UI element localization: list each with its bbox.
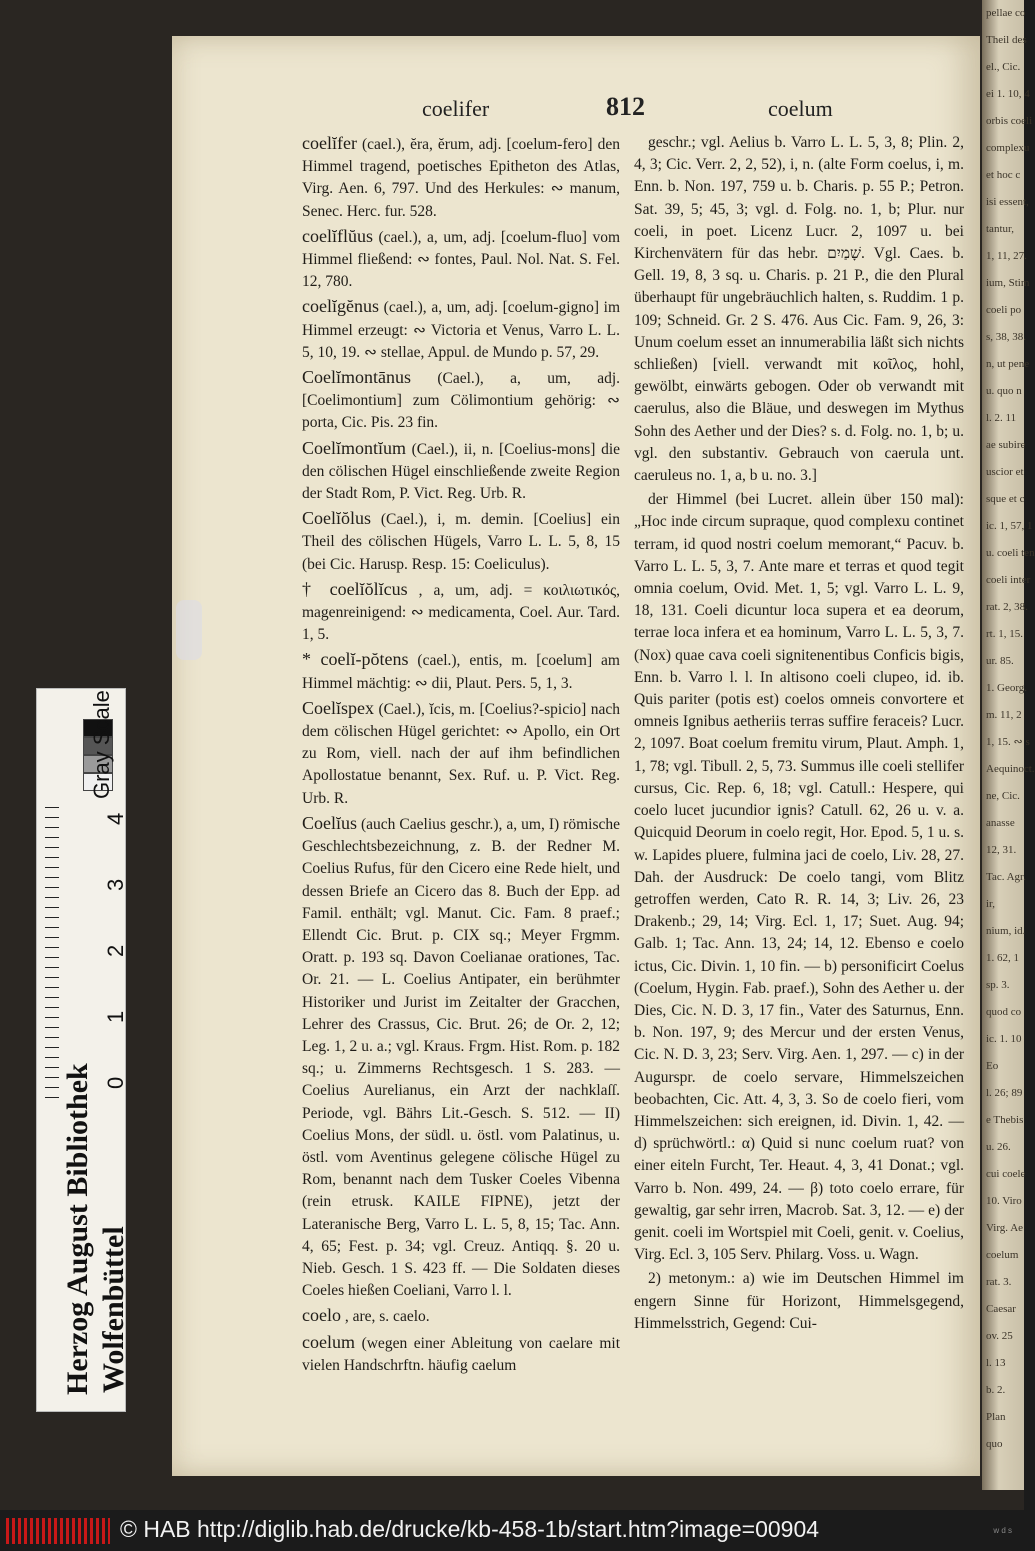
next-page-fragment: et hoc c bbox=[986, 169, 1021, 181]
scale-number: 3 bbox=[103, 878, 128, 891]
next-page-fragment: Tac. Agr. bbox=[986, 871, 1026, 883]
next-page-fragment: b. 2. bbox=[986, 1384, 1006, 1396]
next-page-fragment: l. 2. 11 bbox=[986, 412, 1017, 424]
entry-text: (cael.), a, um, adj. [coelum-fluo] vom Himmel fließend: ∾ fontes, Paul. Nol. Nat. S. Fel. 12, 780. bbox=[302, 228, 621, 291]
entry-headword: * coelĭ-pŏtens bbox=[302, 649, 409, 670]
next-page-fragment: sque et c bbox=[986, 493, 1025, 505]
next-page-fragment: sp. 3. bbox=[986, 979, 1010, 991]
entry-paragraph: 2) metonym.: a) wie im Deutschen Himmel im engern Sinne für Horizont, Himmelsgegend, Himmelsstrich, Gegend: Cui- bbox=[634, 1270, 964, 1332]
next-page-fragment: 10. Viro bbox=[986, 1195, 1022, 1207]
next-page-fragment: Plan bbox=[986, 1411, 1006, 1423]
entry-headword: coelĭflŭus bbox=[302, 225, 373, 246]
footer-mark: w d s bbox=[993, 1526, 1012, 1535]
library-city: Wolfenbüttel bbox=[97, 1226, 130, 1393]
entry-headword: Coelĭspex bbox=[302, 697, 374, 718]
next-page-fragment: ic. 1, 57, 1 bbox=[986, 520, 1033, 532]
next-page-fragment: rt. 1, 15. bbox=[986, 628, 1023, 640]
left-column bbox=[302, 132, 620, 1379]
next-page-fragment: uscior et bbox=[986, 466, 1024, 478]
next-page-fragment: orbis coeli bbox=[986, 115, 1033, 127]
next-page-fragment: 1. 62, 1 bbox=[986, 952, 1019, 964]
next-page-fragment: rat. 3. bbox=[986, 1276, 1012, 1288]
next-page-fragment: u. coeli ten bbox=[986, 547, 1035, 559]
next-page-fragment: m. 11, 2 bbox=[986, 709, 1022, 721]
gray-scale-ruler bbox=[36, 688, 130, 1412]
next-page-fragment: Eo bbox=[986, 1060, 999, 1072]
next-page-fragment: ae subire bbox=[986, 439, 1026, 451]
next-page-fragment: ium, Stim bbox=[986, 277, 1030, 289]
next-page-fragment: tantur, bbox=[986, 223, 1014, 235]
entry-text: (auch Caelius geschr.), a, um, I) römische Geschlechtsbezeichnung, z. B. der Redner M. Coelius Rufus, für den Cicero eine Rede hielt, und dessen Briefe an Cicero das 8. Buch der Epp. ad Famil. enthält; vgl. Manut. Cic. Fam. 8 praef.; Ellendt Cic. Brut. p. CIX sq.; Meyer Frgmm. Oratt. p. 193 sq. Davon Coelianae orationes, Tac. Or. 21. — L. Coelius Antipater, ein berühmter Historiker und Jurist im Zeitalter der Gracchen, Lehrer des Crassus, Cic. Brut. 26; de Or. 2, 12; Leg. 1, 2 u. a.; vgl. Kraus. Frgm. Hist. Rom. p. 182 sq.; u. Zimmerns Rechtsgesch. 1 S. 283. — Coelius Aurelianus, ein Arzt der nachklaſſ. Periode, vgl. Bährs Lit.-Gesch. S. 512. — II) Coelius Mons, der südl. u. östl. vom Palatinus, u. östl. vom Aventinus gelegene cölische Hügel zu Rom, benannt nach dem Tusker Coeles Vibenna (rein etrusk. KAILE FIPNE), jetzt der Lateranische Berg, Varro L. L. 5, 8, 15; Tac. Ann. 4, 65; Fest. p. 34; vgl. Creuz. Antiqq. §. 20 u. Nieb. Gesch. 1 S. 423 ff. — Die Soldaten dieses Coeles hießen Coeliani, Varro l. l. bbox=[302, 815, 620, 1300]
scale-number: 0 bbox=[103, 1076, 128, 1089]
dictionary-entry bbox=[302, 295, 620, 364]
next-page-fragment: n, ut pene bbox=[986, 358, 1030, 370]
page-clip bbox=[176, 600, 202, 660]
entry-text: (cael.), a, um, adj. [coelum-gigno] im Himmel erzeugt: ∾ Victoria et Venus, Varro L. L. 5, 10, 19. ∾ stellae, Appul. de Mundo p. 57, 29. bbox=[302, 299, 621, 361]
next-page-fragment: 1, 15. ∾ s bbox=[986, 736, 1030, 748]
entry-text: (Cael.), ĭcis, m. [Coelius?-spicio] nach dem cölischen Hügel gerichtet: ∾ Apollo, ein Ort zu Rom, viell. nach der auf ihm befindlichen Apollostatue benannt, Sex. Ruf. u. P. Vict. Reg. Urb. R. bbox=[302, 700, 620, 807]
entry-text: , a, um, adj. = κοιλιωτικός, magenreinigend: ∾ medicamenta, Coel. Aur. Tard. 1, 5. bbox=[302, 581, 621, 644]
footer-bar bbox=[0, 1510, 1024, 1551]
next-page-fragment: coeli po bbox=[986, 304, 1022, 316]
ruler-ticks bbox=[45, 807, 59, 1107]
entry-headword: coelĭfer bbox=[302, 133, 357, 153]
next-page-fragment: l. 13 bbox=[986, 1357, 1006, 1369]
entry-headword: coelo bbox=[302, 1305, 341, 1326]
next-page-fragment: e Thebis bbox=[986, 1114, 1024, 1126]
entry-paragraph: der Himmel (bei Lucret. allein über 150 mal): „Hoc inde circum supraque, quod complexu continet terram, id quod nostri coelum memorant,“ Pacuv. b. Varro L. L. 5, 3, 7. Ante mare et terras et quod tegit omnia coelum, Ovid. Met. 1, 5; vgl. Varro L. L. 9, 18, 131. Coeli dicuntur loca supera et ea deorum, terrae loca infera et ea hominum, Varro L. L. 5, 3, 7. (Nox) quae cava coeli signitenentibus Conficis bigis, Enn. b. Varro l. l. In altisono coeli clupeo, id. ib. Quis pariter (potis est) coelos omneis convortere et omneis Ignibus aetheriis terras suffire feraceis? Lucr. 2, 1097. Boat coelum fremitu virum, Plaut. Amph. 1, 1, 78; vgl. Tibull. 2, 5, 73. Summus ille coeli stellifer cursus, Cic. Rep. 6, 18; vgl. Catull.: Hespere, qui coelo lucet jucundior ignis? Catull. 62, 26 u. v. a. Quicquid Deorum in coelo regit, Hor. Epod. 5, 1 u. s. w. Lapides pluere, fulmina jaci de coelo, Liv. 28, 27. Dah. der Ausdruck: De coelo tangi, vom Blitz getroffen werden, Cato R. R. 14, 3; Liv. 26, 23 Drakenb.; 29, 14; Virg. Ecl. 1, 17; Suet. Aug. 94; Galb. 1; Tac. Ann. 13, 24; 14, 12. Ebenso e coelo ictus, Cic. Divin. 1, 10 fin. — b) personificirt Coelus (Coelum, Hygin. Fab. praef.), Sohn des Aether u. der Dies, Cic. N. D. 3, 17 fin., Vater des Saturnus, Enn. b. Non. 197, 9; des Mercur und der ersten Venus, Cic. N. D. 3, 23; Serv. Virg. Aen. 1, 297. — c) in der Augurspr. de coelo servare, Himmelszeichen beobachten, Cic. Att. 4, 3, 3. So de coelo fieri, vom Himmelszeichen: sich ereignen, id. Divin. 1, 42. — d) sprüchwörtl.: α) Quid si nunc coelum ruat? von einer eiteln Furcht, Ter. Heaut. 4, 3, 41 Donat.; vgl. Varro b. Non. 499, 24. — β) toto coelo errare, für gewaltig, gar sehr irren, Macrob. Sat. 3, 12. — e) der genit. coeli im Wortspiel mit Coeli, genit. v. Coelius, Virg. Ecl. 3, 105 Serv. Philarg. Voss. u. Wagn. bbox=[634, 491, 964, 1264]
next-page-fragment: cui coele bbox=[986, 1168, 1026, 1180]
dictionary-entry bbox=[302, 437, 620, 506]
hab-logo-icon bbox=[6, 1518, 110, 1544]
entry-text: (Cael.), ii, n. [Coelius-mons] die den cölischen Hügel einschließende zweite Region der Stadt Rom, P. Vict. Reg. Urb. R. bbox=[302, 440, 620, 503]
next-page-fragment: 1. Georg. bbox=[986, 682, 1028, 694]
dictionary-entry bbox=[302, 1331, 620, 1377]
entry-paragraph: geschr.; vgl. Aelius b. Varro L. L. 5, 3, 8; Plin. 2, 4, 3; Cic. Verr. 2, 2, 52), i, n. (alte Form coelus, i, m. Enn. b. Non. 197, 759 u. b. Charis. p. 55 P.; Petron. Sat. 39, 5; 45, 3; vgl. d. Folg. no. 1, b; Plur. nur coeli, in poet. Licenz Lucr. 2, 1097 u. bei Kirchenvätern für das hebr. שָׁמַיִם. Vgl. Caes. b. Gell. 19, 8, 3 sq. u. Charis. p. 21 P., die den Plural überhaupt für ungebräuchlich halten, s. Ruddim. 1 p. 109; Schneid. Gr. 2 S. 476. Aus Cic. Fam. 9, 26, 3: Unum coelum esset an innumerabilia läßt sich nichts schließen) [viell. verwandt mit κοῖλος, hohl, gewölbt, einwärts gebogen. Oder ob verwandt mit caerulus, also die Bläue, und deswegen im Mythus Sohn des Aether und der Dies? s. d. Folg. no. 1, b; u. vgl. den substantiv. Gebrauch von caerula unt. caeruleus no. 1, a, b u. no. 3.] bbox=[634, 134, 964, 485]
dictionary-entry bbox=[302, 697, 620, 810]
entry-headword: Coelĭus bbox=[302, 812, 358, 833]
next-page-fragment: Virg. Ae bbox=[986, 1222, 1024, 1234]
right-column bbox=[634, 132, 964, 1337]
next-page-fragment: coeli inter bbox=[986, 574, 1031, 586]
next-page-edge bbox=[982, 0, 1035, 1490]
entry-text: (Cael.), i, m. demin. [Coelius] ein Theil des cölischen Hügels, Varro L. L. 5, 8, 15 (bei Cic. Harusp. Resp. 15: Coeliculus). bbox=[302, 511, 620, 573]
entry-headword: coelĭgĕnus bbox=[302, 296, 379, 317]
next-page-fragment: u. quo n bbox=[986, 385, 1022, 397]
next-page-fragment: anasse bbox=[986, 817, 1015, 829]
next-page-fragment: coelum bbox=[986, 1249, 1019, 1261]
next-page-fragment: 1, 11, 27. bbox=[986, 250, 1027, 262]
entry-headword: † coelĭŏlĭcus bbox=[302, 578, 408, 599]
next-page-fragment: quo bbox=[986, 1438, 1003, 1450]
library-name: Herzog August Bibliothek bbox=[61, 1063, 94, 1395]
scale-number: 4 bbox=[103, 812, 128, 825]
entry-text: (Cael.), a, um, adj. [Coelimontium] zum Cölimontium gehörig: ∾ porta, Cic. Pis. 23 fin. bbox=[302, 370, 621, 432]
next-page-fragment: pellae co bbox=[986, 7, 1026, 19]
next-page-fragment: ir, bbox=[986, 898, 996, 910]
footer-copyright-url[interactable]: © HAB http://diglib.hab.de/drucke/kb-458-1b/start.htm?image=00904 bbox=[120, 1516, 820, 1542]
next-page-fragment: ei 1. 10, 4 bbox=[986, 88, 1030, 100]
entry-headword: Coelĭmontĭum bbox=[302, 437, 407, 458]
next-page-fragment: 12, 31. bbox=[986, 844, 1017, 856]
next-page-fragment: el., Cic. bbox=[986, 61, 1021, 73]
next-page-fragment: ic. 1. 10 bbox=[986, 1033, 1022, 1045]
dictionary-entry bbox=[302, 812, 620, 1302]
next-page-fragment: ne, Cic. bbox=[986, 790, 1020, 802]
dictionary-entry bbox=[302, 225, 620, 294]
entry-text: , are, s. caelo. bbox=[344, 1308, 430, 1326]
entry-text: (cael.), ĕra, ĕrum, adj. [coelum-fero] den Himmel tragend, poetisches Epitheton des Atlas, Virg. Aen. 6, 797. Und des Herkules: ∾ manum, Senec. Herc. fur. 528. bbox=[302, 136, 620, 220]
next-page-fragment: Caesar bbox=[986, 1303, 1016, 1315]
dictionary-entry bbox=[302, 366, 620, 435]
next-page-fragment: ov. 25 bbox=[986, 1330, 1013, 1342]
entry-headword: Coelĭŏlus bbox=[302, 508, 372, 529]
dictionary-entry bbox=[302, 132, 620, 223]
page-number: 812 bbox=[606, 92, 645, 121]
header-left-catchword: coelifer bbox=[422, 96, 490, 121]
dictionary-entry bbox=[302, 578, 620, 647]
next-page-fragment: u. 26. bbox=[986, 1141, 1011, 1153]
next-page-fragment: rat. 2, 38. bbox=[986, 601, 1028, 613]
page-header bbox=[172, 92, 980, 136]
next-page-fragment: s, 38, 38. bbox=[986, 331, 1027, 343]
next-page-fragment: complexu bbox=[986, 142, 1030, 154]
next-page-fragment: ur. 85. bbox=[986, 655, 1014, 667]
entry-text: (wegen einer Ableitung von caelare mit vielen Handschrftn. häufig caelum bbox=[302, 1334, 621, 1374]
dictionary-entry bbox=[302, 1304, 620, 1328]
next-page-fragment: Aequinoct. bbox=[986, 763, 1035, 775]
book-page bbox=[172, 36, 980, 1476]
entry-headword: Coelĭmontānus bbox=[302, 367, 411, 388]
header-right-catchword: coelum bbox=[768, 96, 833, 121]
scale-number: 2 bbox=[103, 944, 128, 957]
gray-scale-label: Gray Scale bbox=[89, 690, 114, 799]
next-page-fragment: quod co bbox=[986, 1006, 1022, 1018]
next-page-fragment: nium, id. bbox=[986, 925, 1026, 937]
next-page-fragment: isi essent, bbox=[986, 196, 1029, 208]
entry-headword: coelum bbox=[302, 1331, 355, 1352]
next-page-fragment: l. 26; 89 bbox=[986, 1087, 1023, 1099]
entry-text: (cael.), entis, m. [coelum] am Himmel mächtig: ∾ dii, Plaut. Pers. 5, 1, 3. bbox=[302, 652, 620, 692]
dictionary-entry bbox=[302, 507, 620, 576]
dictionary-entry bbox=[302, 648, 620, 694]
next-page-fragment: Theil des bbox=[986, 34, 1027, 46]
scale-number: 1 bbox=[103, 1010, 128, 1023]
